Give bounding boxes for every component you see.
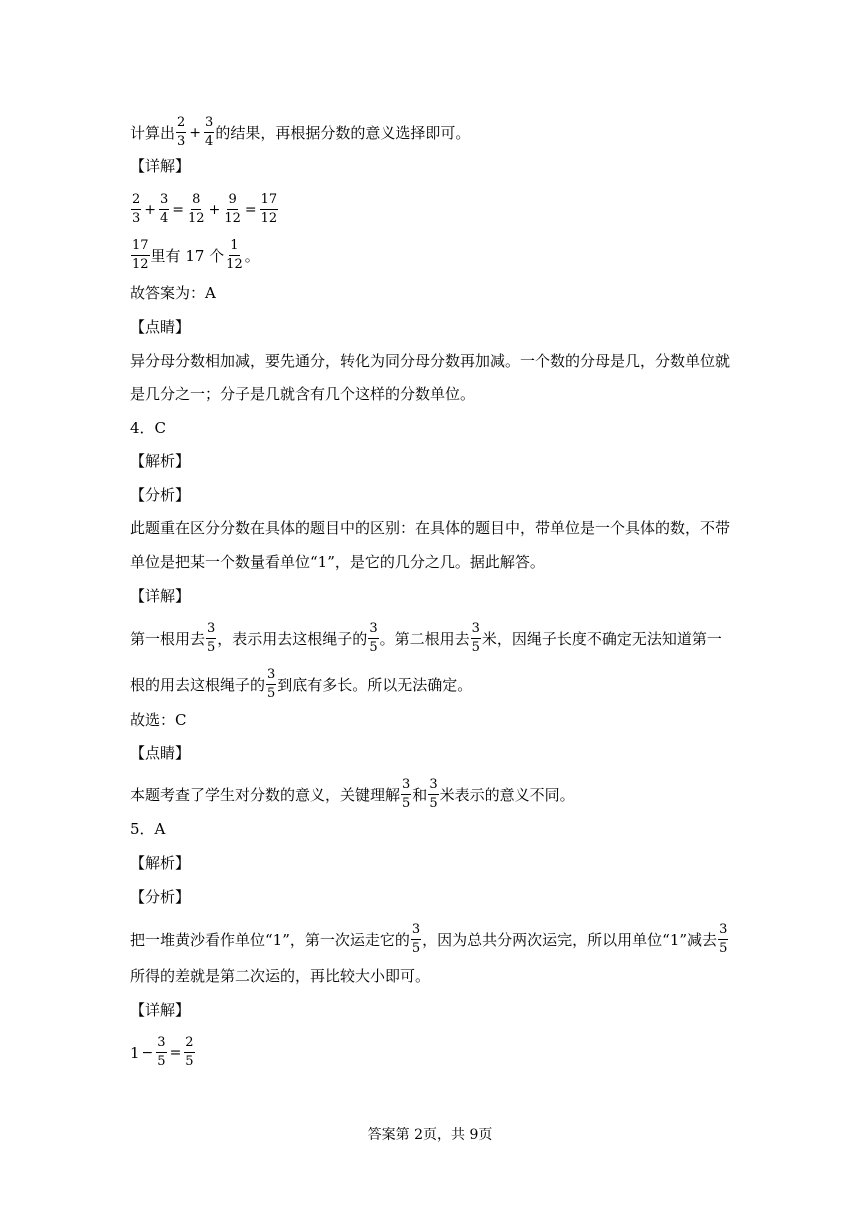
denominator: 5 (207, 640, 216, 655)
numerator: 3 (428, 777, 438, 795)
text: 计算出 (130, 123, 176, 142)
paragraph-line: 此题重在区分分数在具体的题目中的区别：在具体的题目中，带单位是一个具体的数，不带 (130, 519, 731, 537)
text: 到底有多长。所以无法确定。 (277, 675, 473, 694)
fraction (266, 667, 276, 702)
denominator: 4 (205, 134, 214, 149)
minus-sign: − (141, 1044, 154, 1061)
numerator: 9 (227, 192, 237, 210)
text: 的结果，再根据分数的意义选择即可。 (215, 123, 471, 142)
numerator: 1 (229, 238, 239, 256)
paragraph-line (130, 667, 472, 702)
fraction (204, 115, 214, 150)
text: 米表示的意义不同。 (439, 785, 575, 804)
section-heading: 【分析】 (130, 888, 191, 906)
numerator: 2 (184, 1035, 194, 1053)
section-heading: 【详解】 (130, 1001, 191, 1019)
fraction (187, 192, 206, 227)
numerator: 3 (266, 667, 276, 685)
fraction (156, 1035, 166, 1070)
section-heading: 【解析】 (130, 854, 191, 872)
question-number: 4．C (130, 419, 167, 437)
text: 。 (244, 246, 260, 265)
fraction (401, 777, 411, 812)
fraction (428, 777, 438, 812)
numerator: 3 (368, 621, 378, 639)
question-number: 5．A (130, 820, 166, 838)
numerator: 3 (206, 621, 216, 639)
paragraph-line (130, 777, 575, 812)
text: ，表示用去这根绳子的 (217, 629, 368, 648)
denominator: 5 (267, 686, 276, 701)
numerator: 3 (401, 777, 411, 795)
numerator: 2 (176, 115, 186, 133)
fraction (718, 922, 728, 957)
numerator: 3 (159, 192, 169, 210)
numerator: 3 (718, 922, 728, 940)
section-heading: 【分析】 (130, 486, 191, 504)
fraction (223, 192, 242, 227)
text: ，因为总共分两次运完，所以用单位“1”减去 (422, 930, 718, 949)
number: 1 (130, 1043, 140, 1062)
paragraph-line: 异分母分数相加减，要先通分，转化为同分母分数再加减。一个数的分母是几，分数单位就 (130, 352, 731, 370)
answer-line: 故答案为：A (130, 284, 216, 302)
section-heading: 【详解】 (130, 157, 191, 175)
fraction (471, 621, 481, 656)
analysis-line-1 (130, 115, 470, 150)
fraction (176, 115, 186, 150)
text: 。第二根用去 (379, 629, 470, 648)
text: 根的用去这根绳子的 (130, 675, 266, 694)
fraction (131, 192, 141, 227)
equation-line (130, 192, 279, 227)
denominator: 5 (429, 796, 438, 811)
equation-line (130, 238, 260, 273)
text: 里有 17 个 (150, 246, 225, 265)
operator: + (144, 201, 157, 218)
text: 把一堆黄沙看作单位“1”，第一次运走它的 (130, 930, 410, 949)
numerator: 3 (471, 621, 481, 639)
answer-line: 故选：C (130, 711, 187, 729)
denominator: 5 (402, 796, 411, 811)
paragraph-line: 是几分之一；分子是几就含有几个这样的分数单位。 (130, 385, 476, 403)
numerator: 17 (131, 238, 150, 256)
equals-sign: = (172, 201, 185, 218)
denominator: 12 (226, 257, 243, 272)
operator: + (189, 124, 202, 141)
fraction (260, 192, 279, 227)
fraction (206, 621, 216, 656)
denominator: 5 (185, 1054, 194, 1069)
fraction (368, 621, 378, 656)
operator: + (208, 201, 221, 218)
denominator: 12 (224, 211, 241, 226)
equals-sign: = (244, 201, 257, 218)
section-heading: 【点睛】 (130, 318, 191, 336)
text: 本题考查了学生对分数的意义，关键理解 (130, 785, 401, 804)
numerator: 3 (411, 922, 421, 940)
denominator: 3 (177, 134, 186, 149)
denominator: 12 (260, 211, 278, 226)
text: 和 (412, 785, 428, 804)
paragraph-line: 单位是把某一个数量看单位“1”，是它的几分之几。据此解答。 (130, 553, 545, 571)
equals-sign: = (169, 1044, 182, 1061)
paragraph-line (130, 922, 729, 957)
section-heading: 【详解】 (130, 587, 191, 605)
denominator: 5 (411, 941, 421, 956)
numerator: 17 (260, 192, 279, 210)
page-footer: 答案第 2页，共 9页 (367, 1127, 493, 1143)
paragraph-line: 所得的差就是第二次运的，再比较大小即可。 (130, 967, 431, 985)
text: 第一根用去 (130, 629, 206, 648)
paragraph-line (130, 621, 722, 656)
denominator: 12 (132, 257, 149, 272)
denominator: 5 (719, 941, 728, 956)
fraction (225, 238, 244, 273)
text: 米，因绳子长度不确定无法知道第一 (481, 629, 722, 648)
section-heading: 【解析】 (130, 452, 191, 470)
denominator: 5 (471, 640, 480, 655)
numerator: 2 (131, 192, 141, 210)
denominator: 12 (188, 211, 205, 226)
denominator: 5 (369, 640, 378, 655)
denominator: 5 (157, 1054, 166, 1069)
numerator: 8 (191, 192, 201, 210)
fraction (184, 1035, 194, 1070)
denominator: 4 (160, 211, 169, 226)
numerator: 3 (156, 1035, 166, 1053)
fraction (131, 238, 150, 273)
numerator: 3 (204, 115, 214, 133)
fraction (411, 922, 421, 957)
fraction (159, 192, 169, 227)
section-heading: 【点睛】 (130, 744, 191, 762)
equation-line (130, 1035, 196, 1070)
denominator: 3 (132, 211, 141, 226)
